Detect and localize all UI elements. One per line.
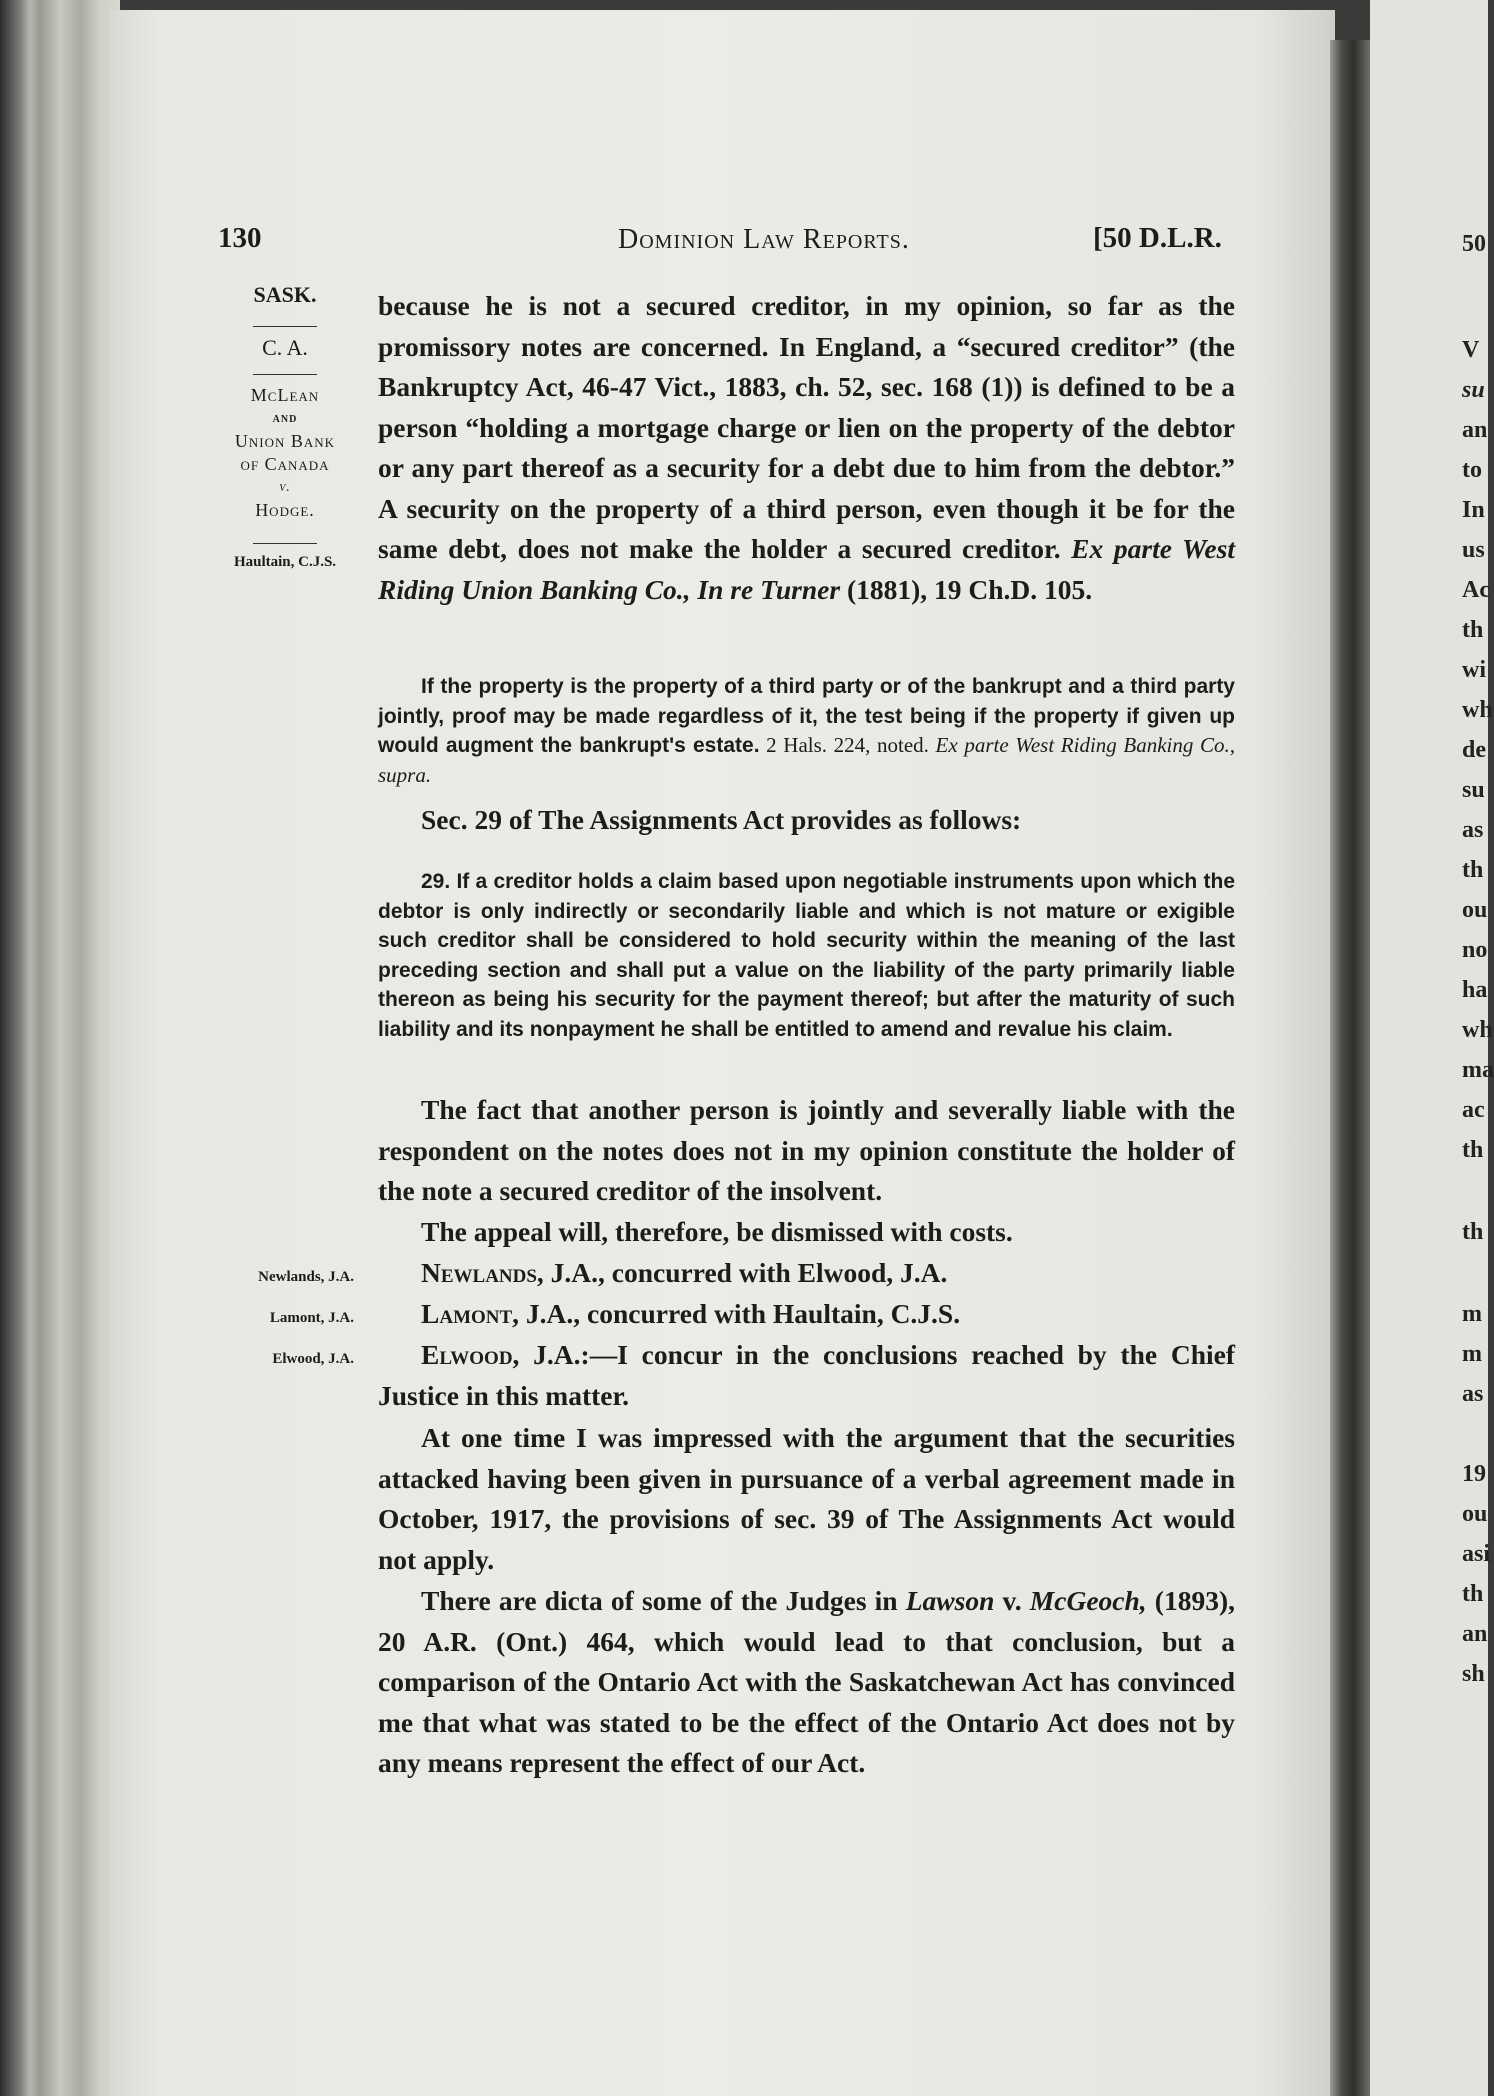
paragraph-3-text: The fact that another person is jointly and severally liable with the respondent on the notes does not in my opinion constitute the holder of the note a secured creditor of the insolvent. [378, 1094, 1235, 1206]
paragraph-4 [378, 1212, 1235, 1253]
volume-label: [50 D.L.R. [1093, 222, 1222, 254]
facing-page-line: de [1462, 737, 1486, 763]
statute-quote [378, 846, 1235, 1065]
paragraph-1-text: because he is not a secured creditor, in my opinion, so far as the promissory notes are concerned. In England, a “secured creditor” (the Bankruptcy Act, 46-47 Vict., 1883, ch. 52, sec. 168 (1)) is defined to be a person “holding a mortgage charge or lien on the property of the debtor or any part thereof as a security for a debt due to him from the debtor.” A security on the property of a third person, even though it be for the same debt, does not make the holder a secured creditor. [378, 290, 1235, 564]
margin-province: SASK. [253, 282, 317, 307]
facing-page-line: ou [1462, 897, 1488, 923]
facing-page-line: sh [1462, 1661, 1485, 1687]
case-name: McGeoch, [1029, 1585, 1147, 1616]
paragraph-9 [378, 1581, 1235, 1784]
facing-page-line: Ac [1462, 577, 1490, 603]
page-number: 130 [218, 222, 262, 254]
paragraph-8-text: At one time I was impressed with the argument that the securities attacked having been given in pursuance of a verbal agreement made in October, 1917, the provisions of sec. 39 of The Assignments Act would not apply. [378, 1422, 1235, 1575]
margin-rule [253, 543, 317, 544]
statute-text: 29. If a creditor holds a claim based upon negotiable instruments upon which the debtor is only indirectly or secondarily liable and which is not mature or exigible such creditor shall be considered to hold security within the meaning of the last preceding section and shall put a value on the liability of the party primarily liable thereon as being his security for the payment thereof; but after the maturity of such liability and its nonpayment he shall be entitled to amend and revalue his claim. [378, 870, 1235, 1041]
paragraph-6 [378, 1294, 1235, 1335]
party-2b: of Canada [240, 454, 330, 474]
paragraph-5 [378, 1253, 1235, 1294]
margin-court: C. A. [262, 335, 308, 360]
paragraph-4-text: The appeal will, therefore, be dismissed with costs. [421, 1216, 1013, 1247]
note-citation: 2 Hals. 224, noted. [759, 733, 936, 757]
facing-page-line: V [1462, 337, 1480, 363]
versus-text: v. [994, 1585, 1030, 1616]
annotation-note [378, 651, 1235, 811]
paragraph-2 [378, 800, 1235, 841]
paragraph-6-text: concurred with Haultain, C.J.S. [580, 1298, 961, 1329]
page-header [0, 222, 1488, 262]
margin-rule [253, 326, 317, 327]
margin-rule [253, 374, 317, 375]
facing-page-line: ma [1462, 1057, 1494, 1083]
facing-page-line: su [1462, 777, 1485, 803]
paragraph-2-text: Sec. 29 of The Assignments Act provides as follows: [421, 804, 1022, 835]
citation-text: (1881), 19 Ch.D. 105. [840, 573, 1093, 605]
book-binding [0, 0, 120, 2096]
margin-judge-newlands: Newlands, J.A. [258, 1269, 354, 1285]
facing-page-line: as [1462, 817, 1484, 843]
facing-page-line: th [1462, 617, 1484, 643]
party-3: Hodge. [255, 500, 315, 520]
margin-judge-haultain: Haultain, C.J.S. [233, 554, 337, 570]
facing-page-line: to [1462, 457, 1482, 483]
case-citation: Ex parte West Riding Union Banking Co., In re Turner [378, 533, 1235, 605]
facing-page-line: m [1462, 1341, 1482, 1367]
party-and: and [272, 411, 298, 426]
facing-page-line: as [1462, 1381, 1484, 1407]
facing-page-line: wh [1462, 697, 1493, 723]
facing-page-line: th [1462, 1219, 1484, 1245]
paragraph-7 [378, 1335, 1235, 1416]
facing-page-line: an [1462, 417, 1488, 443]
facing-page-line: asi [1462, 1541, 1491, 1567]
facing-page-line: th [1462, 1137, 1484, 1163]
judge-name: Newlands, J.A., [421, 1257, 605, 1288]
party-1: McLean [250, 385, 320, 405]
facing-page-line: 50 [1462, 231, 1486, 257]
facing-page-line: ha [1462, 977, 1488, 1003]
case-name: Lawson [905, 1585, 995, 1616]
paragraph-7-text: :—I concur in the conclusions reached by the Chief Justice in this matter. [378, 1339, 1235, 1411]
facing-page-line: 19 [1462, 1461, 1486, 1487]
judge-name: Elwood, J.A. [421, 1339, 581, 1370]
facing-page [1370, 0, 1491, 2096]
facing-page-line: an [1462, 1621, 1488, 1647]
margin-judge-elwood: Elwood, J.A. [272, 1351, 354, 1367]
paragraph-3 [378, 1090, 1235, 1212]
margin-case-parties [210, 384, 360, 522]
note-case: Ex parte West Riding Banking Co., supra. [378, 733, 1236, 787]
facing-page-line: us [1462, 537, 1485, 563]
facing-page-line: ac [1462, 1097, 1485, 1123]
gutter [1330, 40, 1370, 2096]
facing-page-line: th [1462, 857, 1484, 883]
facing-page-line: su [1462, 377, 1485, 403]
paragraph-1 [378, 286, 1235, 610]
paragraph-5-text: concurred with Elwood, J.A. [604, 1257, 948, 1288]
facing-page-line: ou [1462, 1501, 1488, 1527]
note-text: If the property is the property of a third party or of the bankrupt and a third party jointly, proof may be made regardless of it, the test being if the property if given up would augment the bankrupt's estate. [378, 675, 1235, 757]
facing-page-line: m [1462, 1301, 1482, 1327]
margin-judge-lamont: Lamont, J.A. [269, 1310, 354, 1326]
paragraph-8 [378, 1418, 1235, 1580]
paragraph-9-text-cont: (1893), 20 A.R. (Ont.) 464, which would lead to that conclusion, but a comparison of the Ontario Act with the Saskatchewan Act has convinced me that what was stated to be the effect of the Ontario Act does not by any means represent the effect of our Act. [378, 1585, 1235, 1778]
running-title: Dominion Law Reports. [618, 224, 910, 255]
party-versus: v. [279, 480, 291, 495]
judge-name: Lamont, J.A., [421, 1298, 581, 1329]
party-2a: Union Bank [234, 431, 336, 451]
facing-page-line: wh [1462, 1017, 1493, 1043]
paragraph-9-text: There are dicta of some of the Judges in [421, 1585, 906, 1616]
facing-page-line: th [1462, 1581, 1484, 1607]
facing-page-line: no [1462, 937, 1488, 963]
facing-page-line: In [1462, 497, 1485, 523]
facing-page-line: wi [1462, 657, 1486, 683]
